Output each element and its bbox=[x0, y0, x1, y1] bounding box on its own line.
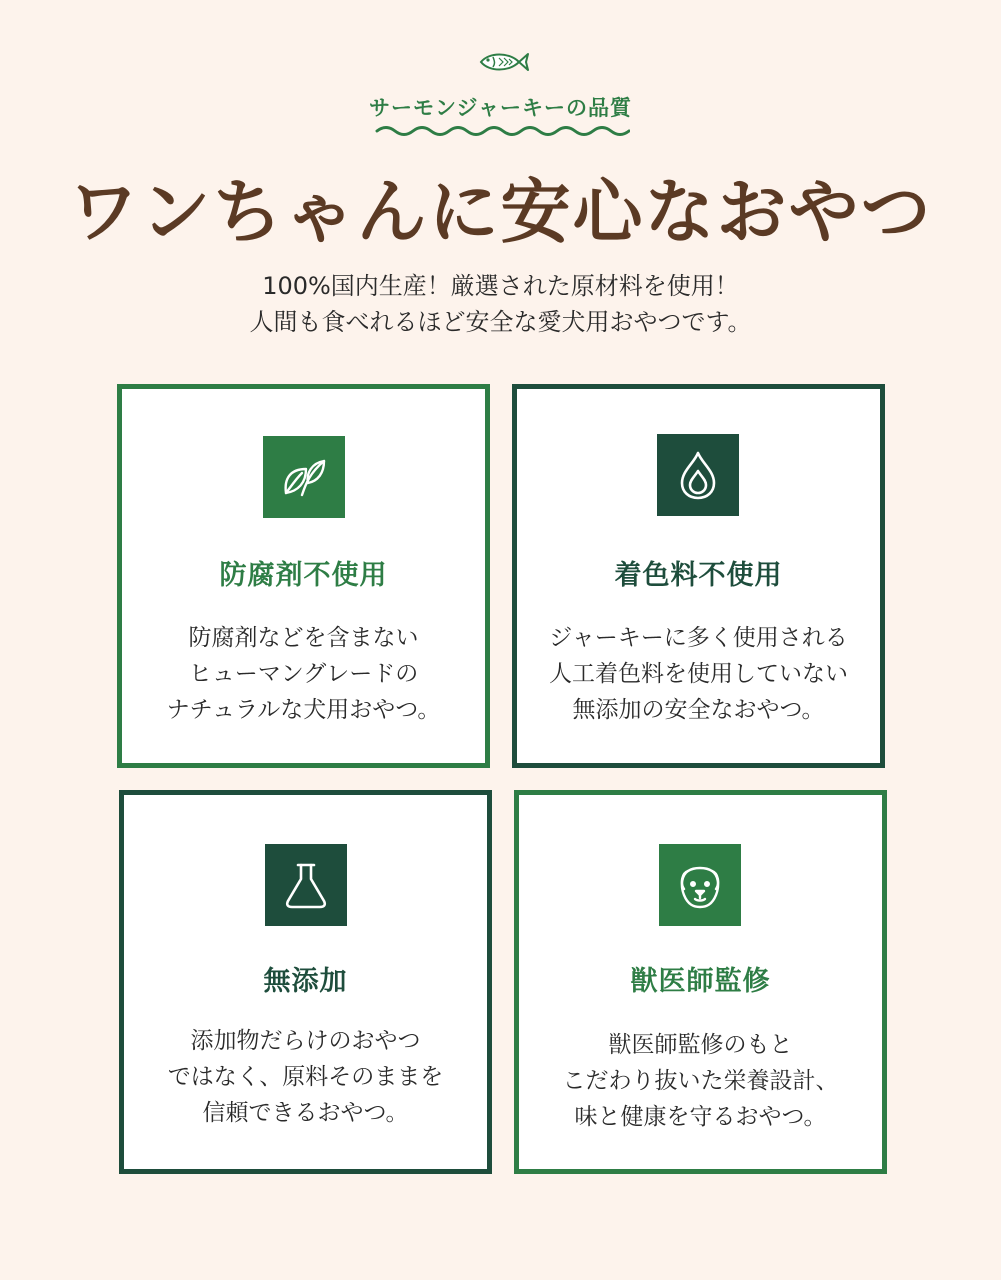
droplet-icon bbox=[657, 434, 739, 516]
card-description-line: ではなく、原料そのままを bbox=[167, 1064, 444, 1090]
subtitle-line: 人間も食べれるほど安全な愛犬用おやつです。 bbox=[249, 308, 752, 336]
card-description-line: ナチュラルな犬用おやつ。 bbox=[166, 697, 441, 723]
leaf-icon bbox=[263, 436, 345, 518]
card-description-line: 無添加の安全なおやつ。 bbox=[572, 697, 825, 723]
card-description bbox=[124, 1023, 487, 1131]
feature-card-additive-free bbox=[119, 790, 492, 1174]
fish-icon bbox=[477, 50, 529, 74]
card-description-line: ヒューマングレードの bbox=[188, 661, 419, 687]
dog-face-icon bbox=[659, 844, 741, 926]
card-description-line: こだわり抜いた栄養設計、 bbox=[562, 1068, 839, 1094]
card-description-line: 獣医師監修のもと bbox=[608, 1032, 793, 1058]
feature-card-vet-supervised bbox=[514, 790, 887, 1174]
page-title: ワンちゃんに安心なおやつ bbox=[68, 171, 933, 253]
card-description bbox=[519, 1027, 882, 1135]
flask-icon bbox=[265, 844, 347, 926]
card-description-line: ジャーキーに多く使用される bbox=[549, 625, 848, 651]
card-description-line: 味と健康を守るおやつ。 bbox=[574, 1104, 827, 1130]
card-title: 無添加 bbox=[263, 966, 348, 997]
wave-divider bbox=[375, 124, 630, 138]
feature-card-no-preservatives bbox=[117, 384, 490, 768]
card-description-line: 防腐剤などを含まない bbox=[188, 625, 419, 651]
card-description-line: 信頼できるおやつ。 bbox=[202, 1100, 409, 1126]
card-title: 防腐剤不使用 bbox=[219, 560, 388, 591]
card-title: 着色料不使用 bbox=[614, 560, 783, 591]
subtitle bbox=[0, 268, 1001, 340]
card-description-line: 添加物だらけのおやつ bbox=[190, 1028, 421, 1054]
subtitle-line: 100%国内生産！厳選された原材料を使用！ bbox=[262, 272, 739, 300]
card-description bbox=[122, 620, 485, 728]
card-title: 獣医師監修 bbox=[630, 966, 771, 997]
section-eyebrow: サーモンジャーキーの品質 bbox=[368, 96, 633, 120]
card-description bbox=[517, 620, 880, 728]
card-description-line: 人工着色料を使用していない bbox=[549, 661, 848, 687]
feature-card-no-coloring bbox=[512, 384, 885, 768]
